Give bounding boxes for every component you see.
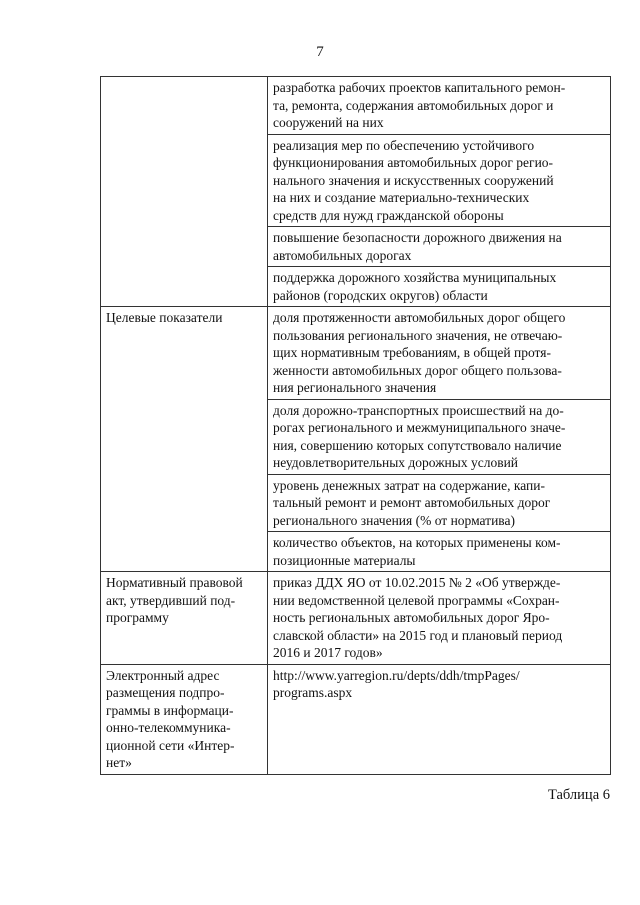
line: реализация мер по обеспечению устойчивого [273,137,535,153]
line: неудовлетворительных дорожных условий [273,455,519,470]
table-row [101,572,611,665]
line: рогах регионального и межмуниципального значе- [273,420,566,435]
line: функционирования автомобильных дорог регио- [273,155,554,170]
label-line: программу [106,610,169,625]
line: количество объектов, на которых применены ком- [273,535,561,550]
line: пользования регионального значения, не отвечаю- [273,327,563,343]
table-cell [268,474,611,532]
line: ность региональных автомобильных дорог Яро- [273,610,550,625]
label-line: граммы в информаци- [106,702,234,718]
label-line: Нормативный правовой [106,575,243,590]
line: ния, совершению которых сопутствовало наличие [273,437,562,453]
line: programs.aspx [273,685,353,700]
row-label-empty [101,77,268,307]
line: позиционные материалы [273,552,416,568]
line: ния регионального значения [273,380,437,395]
line: доля дорожно-транспортных происшествий на до- [273,402,564,418]
line: щих нормативным требованиям, в общей протя- [273,345,551,360]
line: разработка рабочих проектов капитального ремон- [273,80,566,95]
line: поддержка дорожного хозяйства муниципальных [273,270,557,285]
label-line: ционной сети «Интер- [106,737,235,753]
line: приказ ДДХ ЯО от 10.02.2015 № 2 «Об утвержде- [273,575,561,590]
line: уровень денежных затрат на содержание, капи- [273,477,546,493]
line: автомобильных дорогах [273,247,412,263]
table-cell [268,307,611,400]
label-line: Целевые показатели [106,310,223,325]
table-row [101,307,611,400]
line: средств для нужд гражданской обороны [273,207,504,223]
line: районов (городских округов) области [273,287,488,303]
line: тальный ремонт и ремонт автомобильных дорог [273,495,551,510]
table-cell [268,572,611,665]
label-line: акт, утвердивший под- [106,592,236,608]
line: на них и создание материально-технических [273,190,530,205]
label-line: размещения подпро- [106,685,225,700]
line: славской области» на 2015 год и плановый период [273,627,563,643]
url-cell [268,664,611,774]
table-cell [268,267,611,307]
table-cell [268,399,611,474]
label-line: Электронный адрес [106,667,220,683]
row-label-electronic-address [101,664,268,774]
line: доля протяженности автомобильных дорог общего [273,310,566,325]
line: сооружений на них [273,115,384,130]
table-cell [268,77,611,135]
table-cell [268,134,611,227]
subprogram-passport-table [100,76,611,775]
row-label-legal-act [101,572,268,665]
line: женности автомобильных дорог общего пользова- [273,362,562,378]
line: нии ведомственной целевой программы «Сохран- [273,592,560,608]
label-line: нет» [106,755,132,770]
line: 2016 и 2017 годов» [273,645,383,660]
line: та, ремонта, содержания автомобильных дорог и [273,97,554,113]
line: регионального значения (% от норматива) [273,512,515,528]
line: нального значения и искусственных сооружений [273,172,554,188]
row-label-target-indicators [101,307,268,572]
table-caption: Таблица 6 [547,787,610,803]
table-cell [268,532,611,572]
table-row [101,77,611,135]
url-link[interactable] [273,668,520,701]
line: http://www.yarregion.ru/depts/ddh/tmpPages/ [273,667,520,683]
label-line: онно-телекоммуника- [106,720,231,735]
line: повышение безопасности дорожного движения на [273,230,562,245]
page-number: 7 [316,44,324,60]
table-row [101,664,611,774]
table-cell [268,227,611,267]
